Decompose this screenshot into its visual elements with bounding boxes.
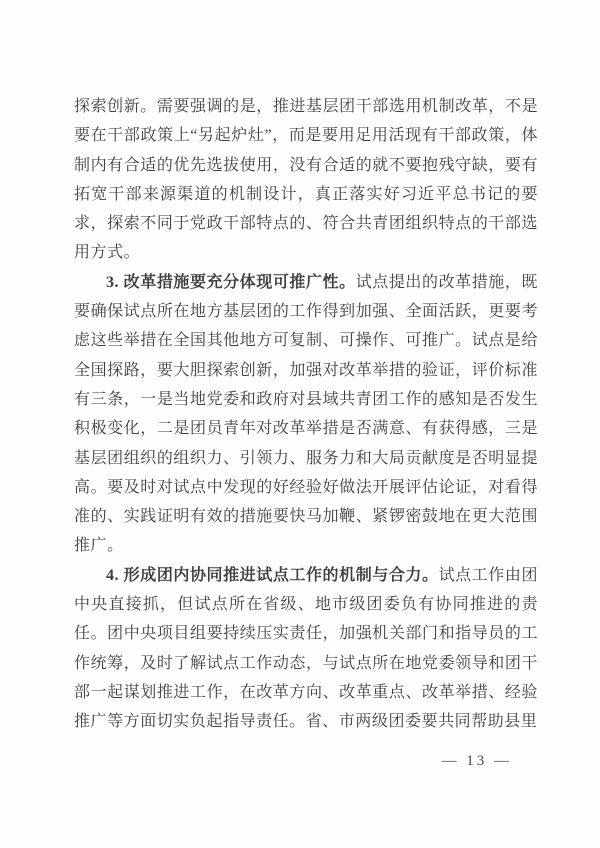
item-4-heading: 4. 形成团内协同推进试点工作的机制与合力。 [106, 566, 439, 584]
document-text-block [74, 92, 538, 737]
item-4-body: 试点工作由团中央直接抓，但试点所在省级、地市级团委负有协同推进的责任。团中央项目组要持续压实责任，加强机关部门和指导员的工作统筹，及时了解试点工作动态，与试点所在地党委领导和团干部一起谋划推进工作，在改革方向、改革重点、改革举措、经验推广等方面切实负起指导责任。省、市两级团委要共同帮助县里 [74, 566, 538, 731]
item-3-heading: 3. 改革措施要充分体现可推广性。 [106, 273, 356, 291]
item-3-body: 试点提出的改革措施，既要确保试点所在地方基层团的工作得到加强、全面活跃，更要考虑这些举措在全国其他地方可复制、可操作、可推广。试点是给全国探路，要大胆探索创新，加强对改革举措的验证，评价标准有三条，一是当地党委和政府对县域共青团工作的感知是否发生积极变化，二是团员青年对改革举措是否满意、有获得感，三是基层团组织的组织力、引领力、服务力和大局贡献度是否明显提高。要及时对试点中发现的好经验好做法开展评估论证，对看得准的、实践证明有效的措施要快马加鞭、紧锣密鼓地在更大范围推广。 [74, 273, 538, 555]
paragraph-item-4 [74, 561, 538, 737]
page-number: — 13 — [441, 753, 512, 769]
paragraph-continuation-text: 探索创新。需要强调的是，推进基层团干部选用机制改革，不是要在干部政策上“另起炉灶”，而是要用足用活现有干部政策，体制内有合适的优先选拔使用，没有合适的就不要抱残守缺，要有拓宽干部来源渠道的机制设计，真正落实好习近平总书记的要求，探索不同于党政干部特点的、符合共青团组织特点的干部选用方式。 [74, 98, 538, 262]
paragraph-item-3 [74, 268, 538, 561]
paragraph-continuation [74, 92, 538, 268]
